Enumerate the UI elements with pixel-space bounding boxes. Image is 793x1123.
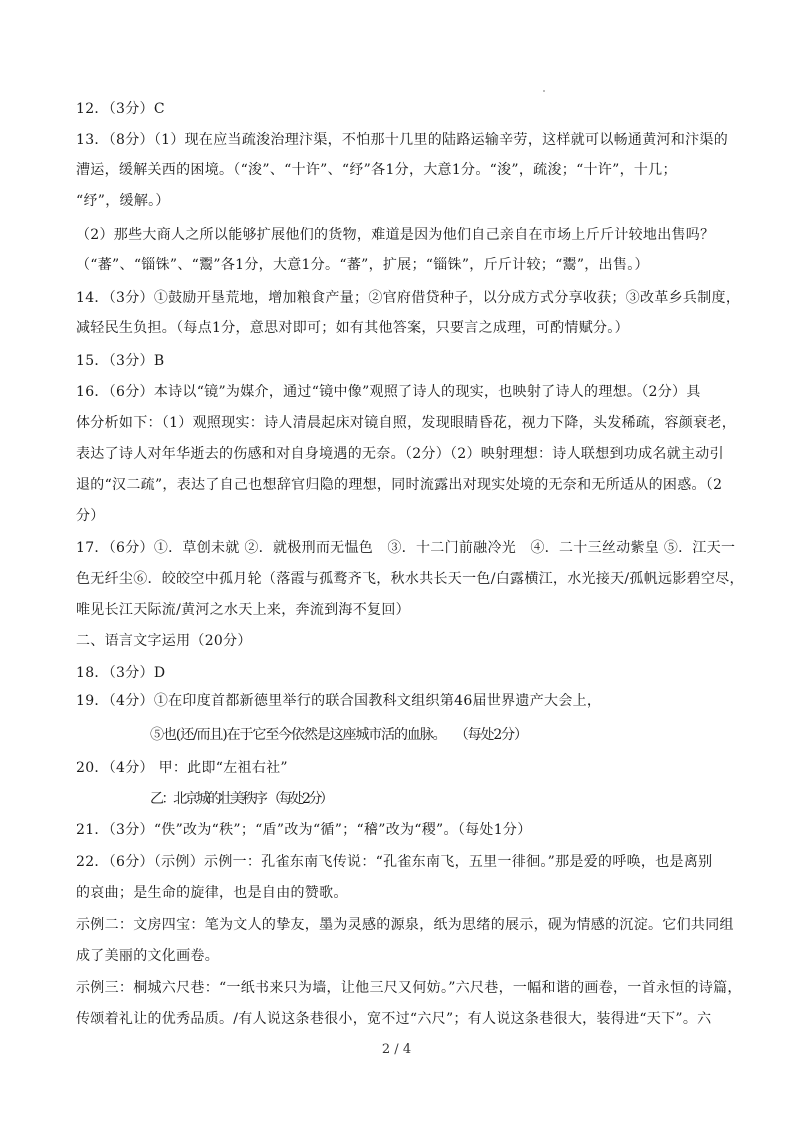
answer-16-line: 16．（6分）本诗以“镜”为媒介，通过“镜中像”观照了诗人的现实，也映射了诗人的理想。（2分）具: [76, 384, 701, 400]
answer-16-line: 体分析如下：（1）观照现实：诗人清晨起床对镜自照，发现眼睛昏花，视力下降，头发稀疏，容颜衰老，: [76, 415, 737, 431]
answer-19-line: ⑤也(还/而且)在于它至今依然是这座城市活的血脉。 （每处2分）: [150, 727, 527, 743]
answer-19-line: 19．（4分）①在印度首都新德里举行的联合国教科文组织第46届世界遗产大会上，: [76, 693, 602, 709]
answer-22-line: 示例三：桐城六尺巷：“一纸书来只为墙，让他三尺又何妨。”六尺巷，一幅和谐的画卷，一首永恒的诗篇，: [76, 980, 742, 996]
answer-13-line: 13．（8分）（1）现在应当疏浚治理汴渠，不怕那十几里的陆路运输辛劳，这样就可以畅通黄河和汴渠的: [76, 132, 729, 148]
answer-16-line: 表达了诗人对年华逝去的伤感和对自身境遇的无奈。（2分）（2）映射理想：诗人联想到功成名就主动引: [76, 446, 724, 462]
answer-16-line: 退的“汉二疏”，表达了自己也想辞官归隐的理想，同时流露出对现实处境的无奈和无所适从的困惑。（2: [76, 477, 723, 493]
answer-14-line: 减轻民生负担。（每点1分，意思对即可；如有其他答案，只要言之成理，可酌情赋分。）: [76, 320, 629, 336]
answer-17-line: 17．（6分）①．草创未就 ②．就极刑而无愠色 ③．十二门前融冷光 ④．二十三丝动紫皇 ⑤．江天一: [76, 540, 736, 556]
answer-12: 12．（3分）C: [76, 101, 165, 117]
scan-speck: [543, 90, 545, 92]
section-heading: 二、语言文字运用（20分）: [76, 633, 252, 649]
answer-17-line: 色无纤尘⑥．皎皎空中孤月轮（落霞与孤鹜齐飞，秋水共长天一色/白露横江，水光接天/孤帆远影碧空尽，: [76, 571, 744, 587]
answer-13-line: （“蕃”、“锱铢”、“鬻”各1分，大意1分。“蕃”，扩展；“锱铢”，斤斤计较；“鬻”，出售。）: [76, 257, 649, 273]
answer-22-line: 成了美丽的文化画卷。: [76, 948, 219, 964]
page-number: 2 / 4: [381, 1042, 412, 1057]
answer-13-line: “纾”，缓解。）: [76, 193, 170, 209]
answer-22-line: 22．（6分）（示例）示例一：孔雀东南飞传说：“孔雀东南飞，五里一徘徊。”那是爱的呼唤，也是离别: [76, 854, 713, 870]
answer-16-line: 分）: [76, 508, 105, 524]
answer-15: 15．（3分）B: [76, 353, 165, 369]
answer-20-line: 乙：北京城的壮美秩序 （每处2分）: [150, 791, 332, 807]
answer-22-line: 传颂着礼让的优秀品质。/有人说这条巷很小，宽不过“六尺”；有人说这条巷很大，装得进“天下”。六: [76, 1011, 712, 1027]
answer-18: 18．（3分）D: [76, 665, 166, 681]
answer-20-line: 20．（4分） 甲：此即“左祖右社”: [76, 760, 288, 776]
answer-22-line: 示例二：文房四宝：笔为文人的挚友，墨为灵感的源泉，纸为思绪的展示，砚为情感的沉淀。它们共同组: [76, 917, 734, 933]
answer-22-line: 的哀曲；是生命的旋律，也是自由的赞歌。: [76, 885, 348, 901]
answer-14-line: 14．（3分）①鼓励开垦荒地，增加粮食产量；②官府借贷种子，以分成方式分享收获；③改革乡兵制度，: [76, 290, 741, 306]
answer-17-line: 唯见长江天际流/黄河之水天上来，奔流到海不复回）: [76, 602, 410, 618]
answer-21: 21．（3分）“佚”改为“秩”；“盾”改为“循”；“稽”改为“稷”。（每处1分）: [76, 822, 532, 838]
answer-13-line: 漕运，缓解关西的困境。（“浚”、“十许”、“纾”各1分，大意1分。“浚”，疏浚；“十许”，十几；: [76, 162, 677, 178]
answer-13-line: （2）那些大商人之所以能够扩展他们的货物，难道是因为他们自己亲自在市场上斤斤计较地出售吗？: [76, 227, 715, 243]
